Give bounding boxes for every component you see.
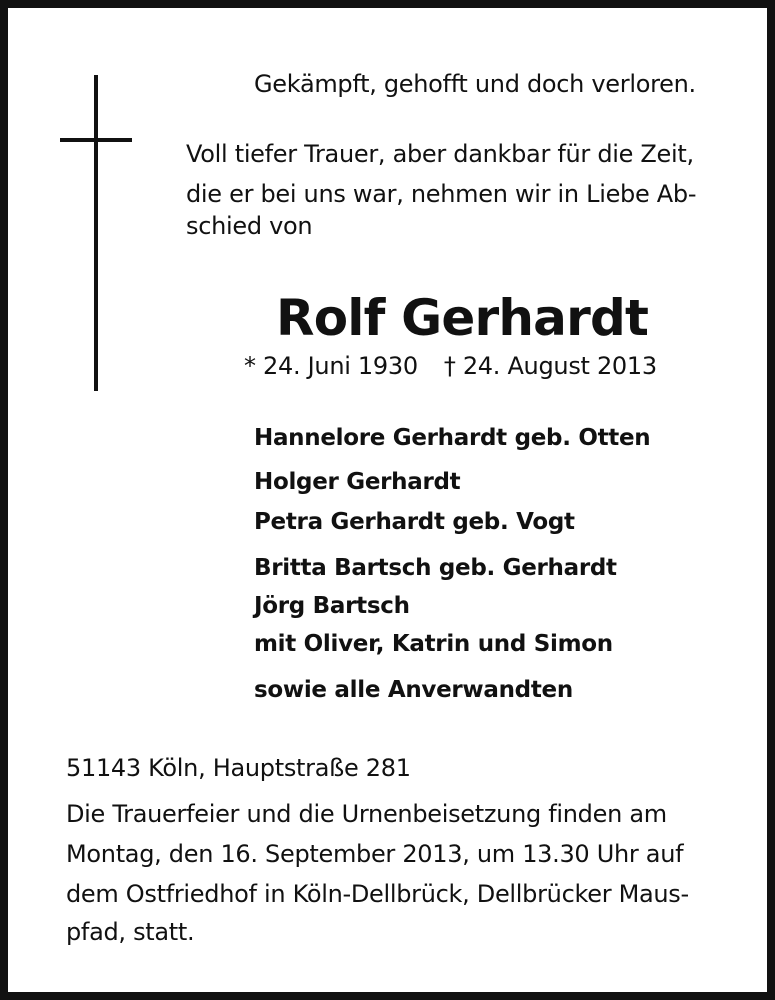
mourner-7: sowie alle Anverwandten (254, 677, 573, 703)
intro-line-3: schied von (186, 212, 313, 240)
birth-date: * 24. Juni 1930 (244, 352, 418, 380)
mourner-6: mit Oliver, Katrin und Simon (254, 631, 613, 657)
mourner-2: Holger Gerhardt (254, 469, 461, 495)
ceremony-line-4: pfad, statt. (66, 918, 195, 946)
mourner-3: Petra Gerhardt geb. Vogt (254, 509, 575, 535)
deceased-name: Rolf Gerhardt (276, 289, 649, 347)
motto-line: Gekämpft, gehofft und doch verloren. (254, 70, 696, 98)
death-date: † 24. August 2013 (443, 352, 657, 380)
life-dates (244, 348, 657, 384)
intro-line-1: Voll tiefer Trauer, aber dankbar für die Zeit, (186, 140, 694, 168)
ceremony-line-1: Die Trauerfeier und die Urnenbeisetzung finden am (66, 800, 667, 828)
intro-line-2: die er bei uns war, nehmen wir in Liebe Ab- (186, 180, 697, 208)
mourner-5: Jörg Bartsch (254, 593, 410, 619)
ceremony-line-3: dem Ostfriedhof in Köln-Dellbrück, Dellbrücker Maus- (66, 880, 689, 908)
mourner-4: Britta Bartsch geb. Gerhardt (254, 555, 617, 581)
cross-icon-horizontal-bar (60, 138, 132, 142)
ceremony-line-2: Montag, den 16. September 2013, um 13.30 Uhr auf (66, 840, 684, 868)
cross-icon-vertical-bar (94, 75, 98, 391)
address-line: 51143 Köln, Hauptstraße 281 (66, 754, 411, 782)
mourner-1: Hannelore Gerhardt geb. Otten (254, 425, 651, 451)
